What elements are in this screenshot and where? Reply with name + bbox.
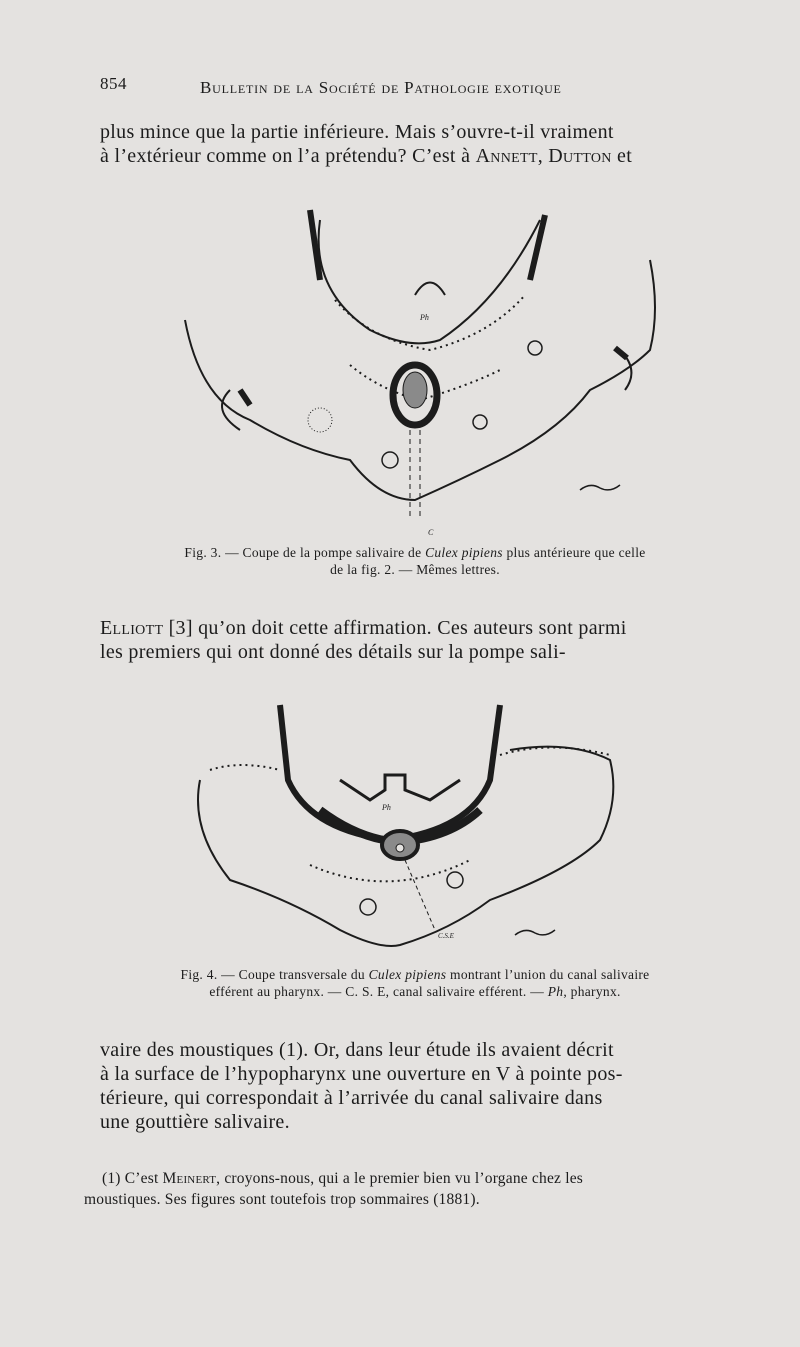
text-span: , croyons-nous, qui a le premier bien vu l’organe chez les — [216, 1170, 584, 1187]
text-span: efférent au pharynx. — C. S. E, canal salivaire efférent. — — [209, 984, 548, 999]
label-cse: C.S.E — [438, 932, 454, 940]
caption-3-line-1 — [90, 544, 740, 561]
text-span: montrant l’union du canal salivaire — [446, 967, 650, 982]
footnote-line-2: moustiques. Ses figures sont toutefois trop sommaires (1881). — [84, 1191, 480, 1208]
caption-4-line-2 — [90, 983, 740, 1000]
paragraph-2-line-1 — [100, 616, 740, 640]
text-span: et — [611, 145, 633, 167]
figure-3-drawing — [170, 200, 670, 540]
label-ph: Ph — [382, 803, 391, 812]
figure-3-caption — [90, 544, 740, 578]
journal-title: Bulletin de la Société de Pathologie exotique — [200, 78, 562, 97]
text-span: , — [537, 145, 549, 167]
footnote — [84, 1168, 734, 1210]
author-annett: Annett — [475, 145, 538, 167]
label-c: C — [428, 528, 434, 537]
figure-4-drawing — [170, 700, 670, 960]
paragraph-3-line-2: à la surface de l’hypopharynx une ouverture en V à pointe pos- — [100, 1063, 623, 1085]
author-meinert: Meinert — [162, 1170, 217, 1187]
label-ph: Ph — [420, 313, 429, 322]
footnote-marker: (1) C’est — [102, 1170, 163, 1187]
paragraph-1-line-2 — [100, 144, 740, 168]
text-span: Fig. 4. — Coupe transversale du — [180, 967, 369, 982]
text-span: à l’extérieur comme on l’a prétendu? C’est à — [100, 145, 476, 167]
caption-3-line-2: de la fig. 2. — Mêmes lettres. — [330, 562, 500, 577]
paragraph-1-line-1: plus mince que la partie inférieure. Mais s’ouvre-t-il vraiment — [100, 121, 614, 143]
paragraph-1 — [100, 120, 740, 168]
species-name: Culex pipiens — [368, 967, 447, 982]
paragraph-3-line-4: une gouttière salivaire. — [100, 1111, 290, 1133]
author-elliott: Elliott — [100, 617, 164, 639]
text-span: , pharynx. — [563, 984, 621, 999]
caption-4-line-1 — [90, 966, 740, 983]
paragraph-3-line-3: térieure, qui correspondait à l’arrivée du canal salivaire dans — [100, 1087, 603, 1109]
footnote-line-1 — [84, 1168, 734, 1189]
text-span: Fig. 3. — Coupe de la pompe salivaire de — [184, 545, 426, 560]
author-dutton: Dutton — [548, 145, 612, 167]
figure-4-caption — [90, 966, 740, 1000]
text-span: plus antérieure que celle — [502, 545, 646, 560]
paragraph-2-line-2: les premiers qui ont donné des détails sur la pompe sali- — [100, 641, 566, 663]
paragraph-2 — [100, 616, 740, 664]
paragraph-3-line-1: vaire des moustiques (1). Or, dans leur étude ils avaient décrit — [100, 1039, 614, 1061]
paragraph-3 — [100, 1038, 740, 1134]
abbrev-ph: Ph — [547, 984, 564, 999]
species-name: Culex pipiens — [425, 545, 503, 560]
page-number: 854 — [100, 74, 127, 93]
text-span: [3] qu’on doit cette affirmation. Ces auteurs sont parmi — [163, 617, 627, 639]
